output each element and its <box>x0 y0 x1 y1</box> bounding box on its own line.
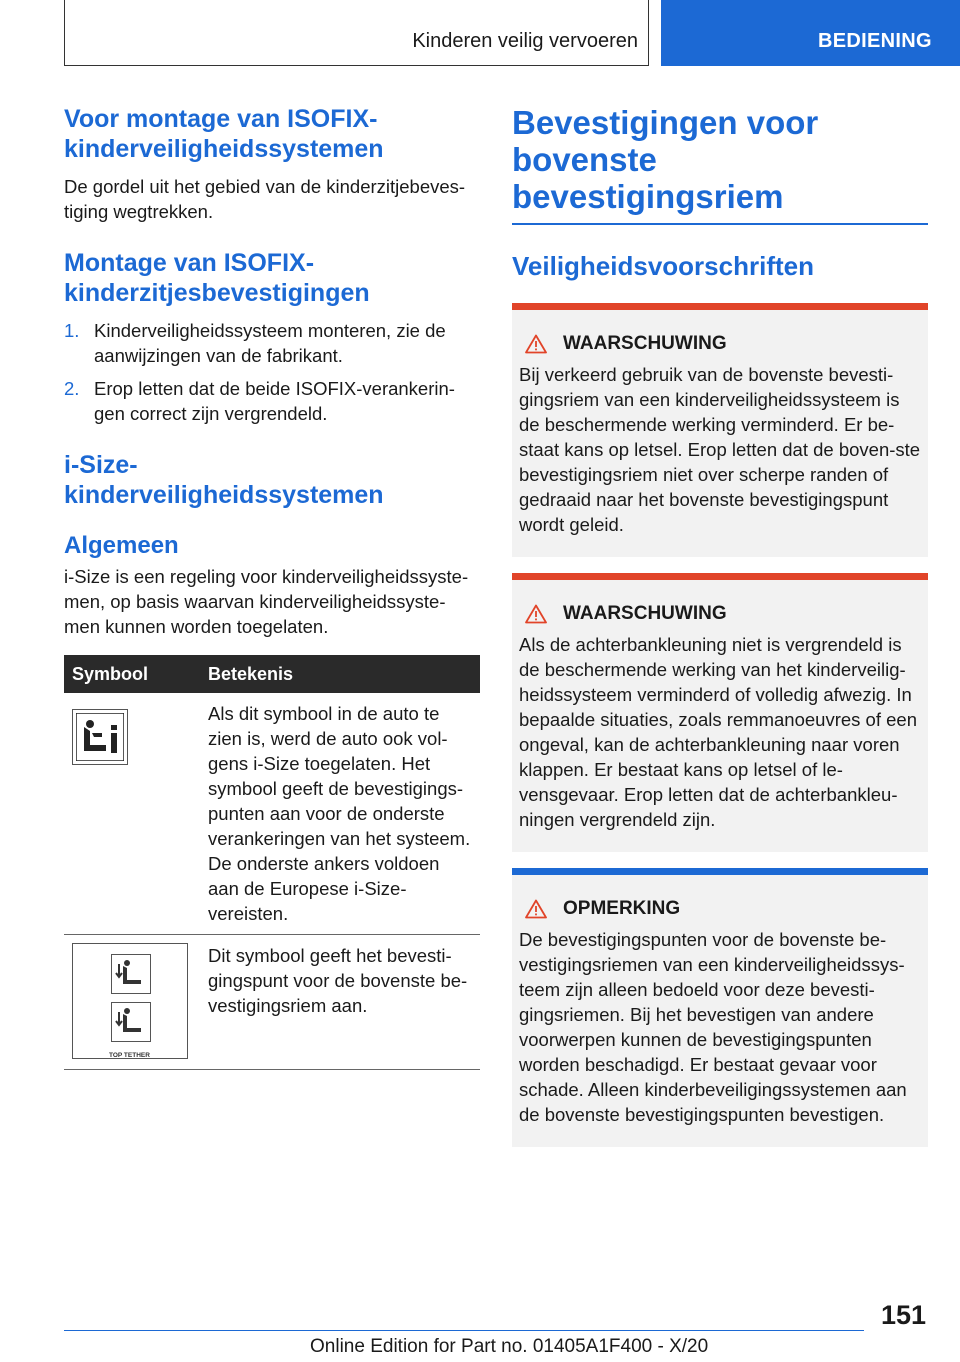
warning-box-2 <box>512 573 928 852</box>
warning-title: WAARSCHUWING <box>519 602 921 626</box>
heading-general: Algemeen <box>64 532 179 559</box>
warning-title: WAARSCHUWING <box>519 332 921 356</box>
warning-triangle-icon <box>525 899 547 919</box>
top-tether-icon <box>72 943 188 1059</box>
heading-safety-rules: Veiligheidsvoorschriften <box>512 250 814 281</box>
heading-isofix-mounting: Montage van ISOFIX-kinderzitjesbevestigingen <box>64 249 370 307</box>
main-heading: Bevestigingen voor bovenste bevestigingsriem <box>512 104 819 215</box>
symbol-cell <box>64 693 196 935</box>
heading-before-isofix: Voor montage van ISOFIX-kinderveiligheidssystemen <box>64 105 384 163</box>
list-item: 2. Erop letten dat de beide ISOFIX-verankerin-gen correct zijn vergrendeld. <box>64 378 455 424</box>
right-column <box>512 104 928 1147</box>
warning-triangle-icon <box>525 334 547 354</box>
chapter-title: Kinderen veilig vervoeren <box>412 30 638 52</box>
left-column <box>64 104 480 1070</box>
footer-edition: Online Edition for Part no. 01405A1F400 - X/20 <box>310 1336 709 1357</box>
paragraph-isize: i-Size is een regeling voor kinderveiligheidssyste-men, op basis waarvan kinderveiligheidssyste-men kunnen worden toegelaten. <box>64 566 469 637</box>
mounting-steps <box>64 318 480 426</box>
note-box <box>512 868 928 1147</box>
warning-text: Als de achterbankleuning niet is vergrendeld is de beschermende werking van het kinderveilig-heidssysteem verminderd of volledig afwezig. In bepaalde situaties, zoals remmanoeuvres of een ongeval, kan de achterbankleuning naar voren klappen. Er bestaat kans op letsel of le-vensgevaar. Erop letten dat de achterbankleu-ningen vergrendeld zijn. <box>519 633 917 830</box>
column-header-meaning: Betekenis <box>196 655 480 693</box>
list-item: 1. Kinderveiligheidssysteem monteren, zie de aanwijzingen van de fabrikant. <box>64 320 446 366</box>
column-header-symbol: Symbool <box>64 655 196 693</box>
meaning-cell: Als dit symbool in de auto te zien is, werd de auto ook vol-gens i-Size toegelaten. Het symbool geeft de bevestigings-punten aan voor de onderste verankeringen van het systeem. De onderste ankers voldoen aan de Europese i-Size-vereisten. <box>196 693 480 935</box>
warning-box-1 <box>512 303 928 557</box>
table-row <box>64 935 480 1070</box>
table-header-row <box>64 655 480 693</box>
warning-text: Bij verkeerd gebruik van de bovenste bevesti-gingsriem van een kinderveiligheidssysteem is de beschermende werking verminderd. Er be-staat kans op letsel. Erop letten dat de boven-ste bevestigingsriem niet over scherpe randen of gedraaid naar het bovenste bevestigingspunt wordt geleid. <box>519 363 921 535</box>
heading-divider <box>512 223 928 225</box>
warning-triangle-icon <box>525 604 547 624</box>
top-tether-label: TOP TETHER <box>109 1052 150 1059</box>
symbol-cell <box>64 935 196 1070</box>
table-row <box>64 693 480 935</box>
symbol-table <box>64 655 480 1070</box>
note-title: OPMERKING <box>519 897 921 921</box>
meaning-cell: Dit symbool geeft het bevesti-gingspunt voor de bovenste be-vestigingsriem aan. <box>196 935 480 1070</box>
section-tab[interactable] <box>661 0 960 66</box>
heading-isize: i-Size-kinderveiligheidssystemen <box>64 451 384 509</box>
note-text: De bevestigingspunten voor de bovenste be-vestigingsriemen van een kinderveiligheidssys-teem zijn alleen bedoeld voor deze bevesti-gingsriemen. Bij het bevestigen van andere voorwerpen kunnen de bevestigingspunten worden beschadigd. Er bestaat gevaar voor schade. Alleen kinderbeveiligingssystemen aan de bovenste bevestigingspunten bevestigen. <box>519 928 907 1125</box>
isize-child-seat-icon <box>72 709 128 765</box>
paragraph-before-isofix: De gordel uit het gebied van de kinderzitjebeves-tiging wegtrekken. <box>64 176 466 222</box>
footer-divider <box>64 1330 864 1331</box>
page-number: 151 <box>880 1300 926 1330</box>
section-tab-label: BEDIENING <box>818 30 932 52</box>
